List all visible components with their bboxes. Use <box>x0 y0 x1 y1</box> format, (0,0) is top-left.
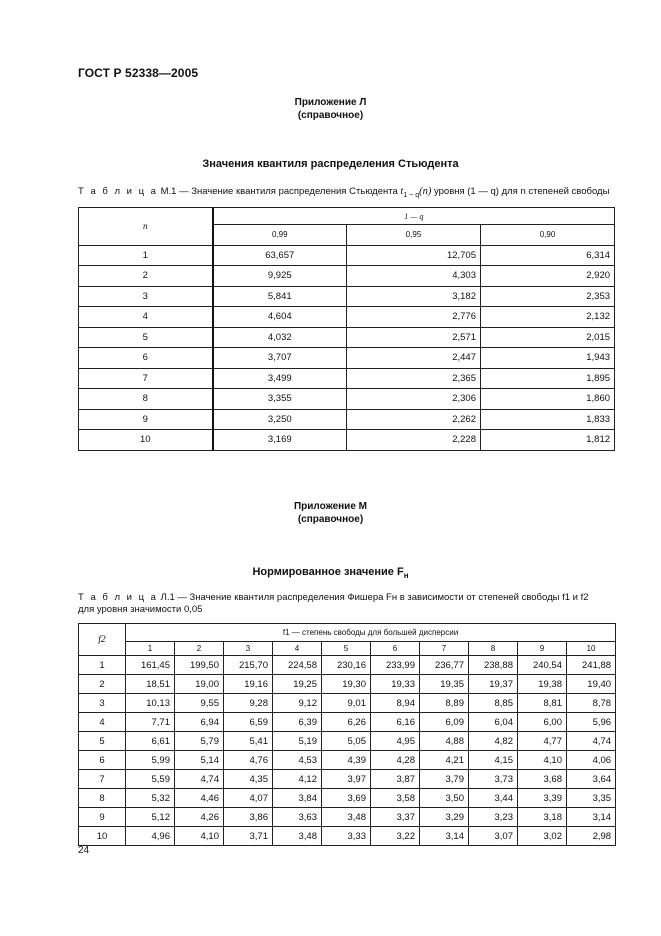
table-cell: 2,015 <box>481 327 615 348</box>
n-header: n <box>79 208 213 246</box>
page-number: 24 <box>78 845 90 856</box>
table-cell: 3,22 <box>371 827 420 846</box>
document-code: ГОСТ Р 52338—2005 <box>78 66 199 80</box>
table-cell: 3,58 <box>371 789 420 808</box>
row-label: 9 <box>79 409 213 430</box>
table-cell: 4,12 <box>273 770 322 789</box>
table-cell: 19,38 <box>518 675 567 694</box>
column-header: 0,99 <box>213 225 347 246</box>
table-row <box>79 368 615 389</box>
table-row <box>79 808 616 827</box>
row-label: 7 <box>79 770 126 789</box>
table-cell: 4,77 <box>518 732 567 751</box>
fisher-title-sub: н <box>403 571 409 581</box>
table-row <box>79 789 616 808</box>
table-cell: 4,74 <box>567 732 616 751</box>
column-header: 10 <box>567 642 616 656</box>
table-row <box>79 430 615 451</box>
row-label: 4 <box>79 713 126 732</box>
table-cell: 4,82 <box>469 732 518 751</box>
table-cell: 4,39 <box>322 751 371 770</box>
column-header: 6 <box>371 642 420 656</box>
table-cell: 8,85 <box>469 694 518 713</box>
row-label: 10 <box>79 430 213 451</box>
table-cell: 3,64 <box>567 770 616 789</box>
f1-group-header: f1 — степень свободы для большей дисперсии <box>126 624 616 642</box>
table-row <box>79 694 616 713</box>
table-cell: 3,84 <box>273 789 322 808</box>
table-cell: 6,39 <box>273 713 322 732</box>
table-cell: 2,447 <box>347 348 481 369</box>
table-cell: 5,32 <box>126 789 175 808</box>
student-quantile-table <box>78 207 615 451</box>
table-cell: 6,00 <box>518 713 567 732</box>
table-cell: 3,169 <box>213 430 347 451</box>
table-cell: 8,89 <box>420 694 469 713</box>
column-header: 0,95 <box>347 225 481 246</box>
table-cell: 4,95 <box>371 732 420 751</box>
table-cell: 4,10 <box>175 827 224 846</box>
f2-header: f2 <box>79 624 126 656</box>
table-cell: 3,63 <box>273 808 322 827</box>
column-header: 1 <box>126 642 175 656</box>
caption-line2: для уровня значимости 0,05 <box>78 604 203 615</box>
table-cell: 2,306 <box>347 389 481 410</box>
table-row <box>79 327 615 348</box>
table-cell: 3,23 <box>469 808 518 827</box>
table-cell: 233,99 <box>371 656 420 675</box>
table-cell: 5,99 <box>126 751 175 770</box>
table-row <box>79 307 615 328</box>
caption-prefix: Т а б л и ц а <box>78 592 158 603</box>
table-cell: 4,76 <box>224 751 273 770</box>
table-cell: 236,77 <box>420 656 469 675</box>
table-row <box>79 656 616 675</box>
row-label: 8 <box>79 389 213 410</box>
row-label: 8 <box>79 789 126 808</box>
table-cell: 6,09 <box>420 713 469 732</box>
caption-subscript: 1 − q <box>403 191 420 199</box>
row-label: 1 <box>79 656 126 675</box>
table-cell: 4,35 <box>224 770 273 789</box>
table-cell: 12,705 <box>347 245 481 266</box>
table-cell: 5,41 <box>224 732 273 751</box>
table-m1-caption <box>78 186 609 202</box>
caption-text: М.1 — Значение квантиля распределения Стьюдента <box>160 186 398 197</box>
table-row <box>79 286 615 307</box>
appendix-l-note: (справочное) <box>297 110 364 121</box>
table-cell: 4,21 <box>420 751 469 770</box>
table-cell: 4,88 <box>420 732 469 751</box>
table-cell: 2,920 <box>481 266 615 287</box>
table-cell: 3,69 <box>322 789 371 808</box>
table-cell: 19,25 <box>273 675 322 694</box>
row-label: 2 <box>79 266 213 287</box>
table-cell: 3,14 <box>420 827 469 846</box>
student-section-title: Значения квантиля распределения Стьюдента <box>202 158 459 170</box>
row-label: 6 <box>79 348 213 369</box>
table-l1-caption <box>78 592 589 616</box>
table-cell: 7,71 <box>126 713 175 732</box>
table-cell: 5,14 <box>175 751 224 770</box>
table-cell: 19,40 <box>567 675 616 694</box>
table-cell: 6,26 <box>322 713 371 732</box>
table-cell: 2,98 <box>567 827 616 846</box>
table-cell: 3,68 <box>518 770 567 789</box>
table-cell: 3,07 <box>469 827 518 846</box>
table-row <box>79 732 616 751</box>
table-cell: 3,33 <box>322 827 371 846</box>
appendix-m-title: Приложение М <box>293 501 368 512</box>
column-header: 9 <box>518 642 567 656</box>
table-cell: 3,50 <box>420 789 469 808</box>
appendix-l-heading <box>0 96 661 122</box>
table-cell: 3,707 <box>213 348 347 369</box>
table-row <box>79 409 615 430</box>
table-cell: 3,250 <box>213 409 347 430</box>
table-cell: 19,00 <box>175 675 224 694</box>
table-cell: 199,50 <box>175 656 224 675</box>
table-cell: 18,51 <box>126 675 175 694</box>
appendix-m-heading <box>0 500 661 526</box>
table-cell: 2,571 <box>347 327 481 348</box>
row-label: 1 <box>79 245 213 266</box>
caption-rest: уровня (1 — q) для n степеней свободы <box>433 186 610 197</box>
table-row <box>79 827 616 846</box>
table-cell: 3,182 <box>347 286 481 307</box>
table-cell: 3,79 <box>420 770 469 789</box>
table-cell: 3,39 <box>518 789 567 808</box>
table-cell: 224,58 <box>273 656 322 675</box>
table-cell: 4,10 <box>518 751 567 770</box>
column-header: 2 <box>175 642 224 656</box>
fisher-title-text: Нормированное значение F <box>252 566 404 578</box>
table-cell: 9,28 <box>224 694 273 713</box>
table-cell: 3,355 <box>213 389 347 410</box>
table-cell: 5,59 <box>126 770 175 789</box>
table-cell: 5,12 <box>126 808 175 827</box>
table-cell: 9,925 <box>213 266 347 287</box>
table-cell: 2,262 <box>347 409 481 430</box>
table-cell: 5,05 <box>322 732 371 751</box>
table-cell: 19,37 <box>469 675 518 694</box>
row-label: 3 <box>79 694 126 713</box>
table-cell: 241,88 <box>567 656 616 675</box>
table-cell: 6,94 <box>175 713 224 732</box>
table-cell: 6,04 <box>469 713 518 732</box>
table-cell: 4,303 <box>347 266 481 287</box>
caption-prefix: Т а б л и ц а <box>78 186 158 197</box>
caption-arg: (n) <box>419 186 432 197</box>
row-label: 2 <box>79 675 126 694</box>
table-cell: 2,365 <box>347 368 481 389</box>
table-row <box>79 245 615 266</box>
table-cell: 1,833 <box>481 409 615 430</box>
row-label: 9 <box>79 808 126 827</box>
table-cell: 215,70 <box>224 656 273 675</box>
column-header: 7 <box>420 642 469 656</box>
appendix-m-note: (справочное) <box>297 514 364 525</box>
column-header: 4 <box>273 642 322 656</box>
table-cell: 3,18 <box>518 808 567 827</box>
table-cell: 3,97 <box>322 770 371 789</box>
table-cell: 2,228 <box>347 430 481 451</box>
confidence-group-header: 1 — q <box>213 208 615 225</box>
table-cell: 3,86 <box>224 808 273 827</box>
table-cell: 4,15 <box>469 751 518 770</box>
column-header: 3 <box>224 642 273 656</box>
table-cell: 4,74 <box>175 770 224 789</box>
table-cell: 4,96 <box>126 827 175 846</box>
table-cell: 3,44 <box>469 789 518 808</box>
row-label: 5 <box>79 327 213 348</box>
row-label: 6 <box>79 751 126 770</box>
table-cell: 1,860 <box>481 389 615 410</box>
table-cell: 230,16 <box>322 656 371 675</box>
table-cell: 63,657 <box>213 245 347 266</box>
table-cell: 6,61 <box>126 732 175 751</box>
table-cell: 240,54 <box>518 656 567 675</box>
table-cell: 9,01 <box>322 694 371 713</box>
table-cell: 2,353 <box>481 286 615 307</box>
appendix-l-title: Приложение Л <box>294 97 367 108</box>
table-cell: 238,88 <box>469 656 518 675</box>
table-cell: 4,53 <box>273 751 322 770</box>
table-row <box>79 675 616 694</box>
table-cell: 4,06 <box>567 751 616 770</box>
table-cell: 3,35 <box>567 789 616 808</box>
table-cell: 3,48 <box>273 827 322 846</box>
table-row <box>79 713 616 732</box>
table-cell: 9,55 <box>175 694 224 713</box>
table-row <box>79 389 615 410</box>
table-cell: 1,812 <box>481 430 615 451</box>
table-cell: 9,12 <box>273 694 322 713</box>
table-cell: 1,943 <box>481 348 615 369</box>
table-row <box>79 266 615 287</box>
caption-symbol: t <box>400 186 404 197</box>
column-header: 8 <box>469 642 518 656</box>
table-row <box>79 348 615 369</box>
table-cell: 3,499 <box>213 368 347 389</box>
table-cell: 161,45 <box>126 656 175 675</box>
row-label: 5 <box>79 732 126 751</box>
table-cell: 5,96 <box>567 713 616 732</box>
table-cell: 4,28 <box>371 751 420 770</box>
table-cell: 3,71 <box>224 827 273 846</box>
table-cell: 6,314 <box>481 245 615 266</box>
table-cell: 8,81 <box>518 694 567 713</box>
table-cell: 3,73 <box>469 770 518 789</box>
table-cell: 8,78 <box>567 694 616 713</box>
table-cell: 6,59 <box>224 713 273 732</box>
table-cell: 3,02 <box>518 827 567 846</box>
table-cell: 3,48 <box>322 808 371 827</box>
table-cell: 5,79 <box>175 732 224 751</box>
fisher-section-title <box>0 566 661 580</box>
table-cell: 4,604 <box>213 307 347 328</box>
table-cell: 5,19 <box>273 732 322 751</box>
row-label: 3 <box>79 286 213 307</box>
table-cell: 4,46 <box>175 789 224 808</box>
table-cell: 3,29 <box>420 808 469 827</box>
table-cell: 6,16 <box>371 713 420 732</box>
table-row <box>79 770 616 789</box>
table-cell: 19,30 <box>322 675 371 694</box>
table-cell: 2,776 <box>347 307 481 328</box>
table-cell: 3,14 <box>567 808 616 827</box>
table-cell: 4,26 <box>175 808 224 827</box>
row-label: 7 <box>79 368 213 389</box>
fisher-quantile-table <box>78 623 616 846</box>
table-cell: 8,94 <box>371 694 420 713</box>
table-cell: 19,33 <box>371 675 420 694</box>
table-cell: 5,841 <box>213 286 347 307</box>
table-cell: 3,37 <box>371 808 420 827</box>
f1-columns <box>79 642 616 656</box>
row-label: 4 <box>79 307 213 328</box>
table-cell: 3,87 <box>371 770 420 789</box>
table-cell: 19,16 <box>224 675 273 694</box>
column-header: 5 <box>322 642 371 656</box>
caption-line1: Л.1 — Значение квантиля распределения Фишера Fн в зависимости от степеней свободы f1 и f2 <box>160 592 589 603</box>
table-row <box>79 751 616 770</box>
table-cell: 4,07 <box>224 789 273 808</box>
table-cell: 19,35 <box>420 675 469 694</box>
table-cell: 4,032 <box>213 327 347 348</box>
column-header: 0,90 <box>481 225 615 246</box>
table-cell: 10,13 <box>126 694 175 713</box>
row-label: 10 <box>79 827 126 846</box>
table-cell: 1,895 <box>481 368 615 389</box>
table-cell: 2,132 <box>481 307 615 328</box>
